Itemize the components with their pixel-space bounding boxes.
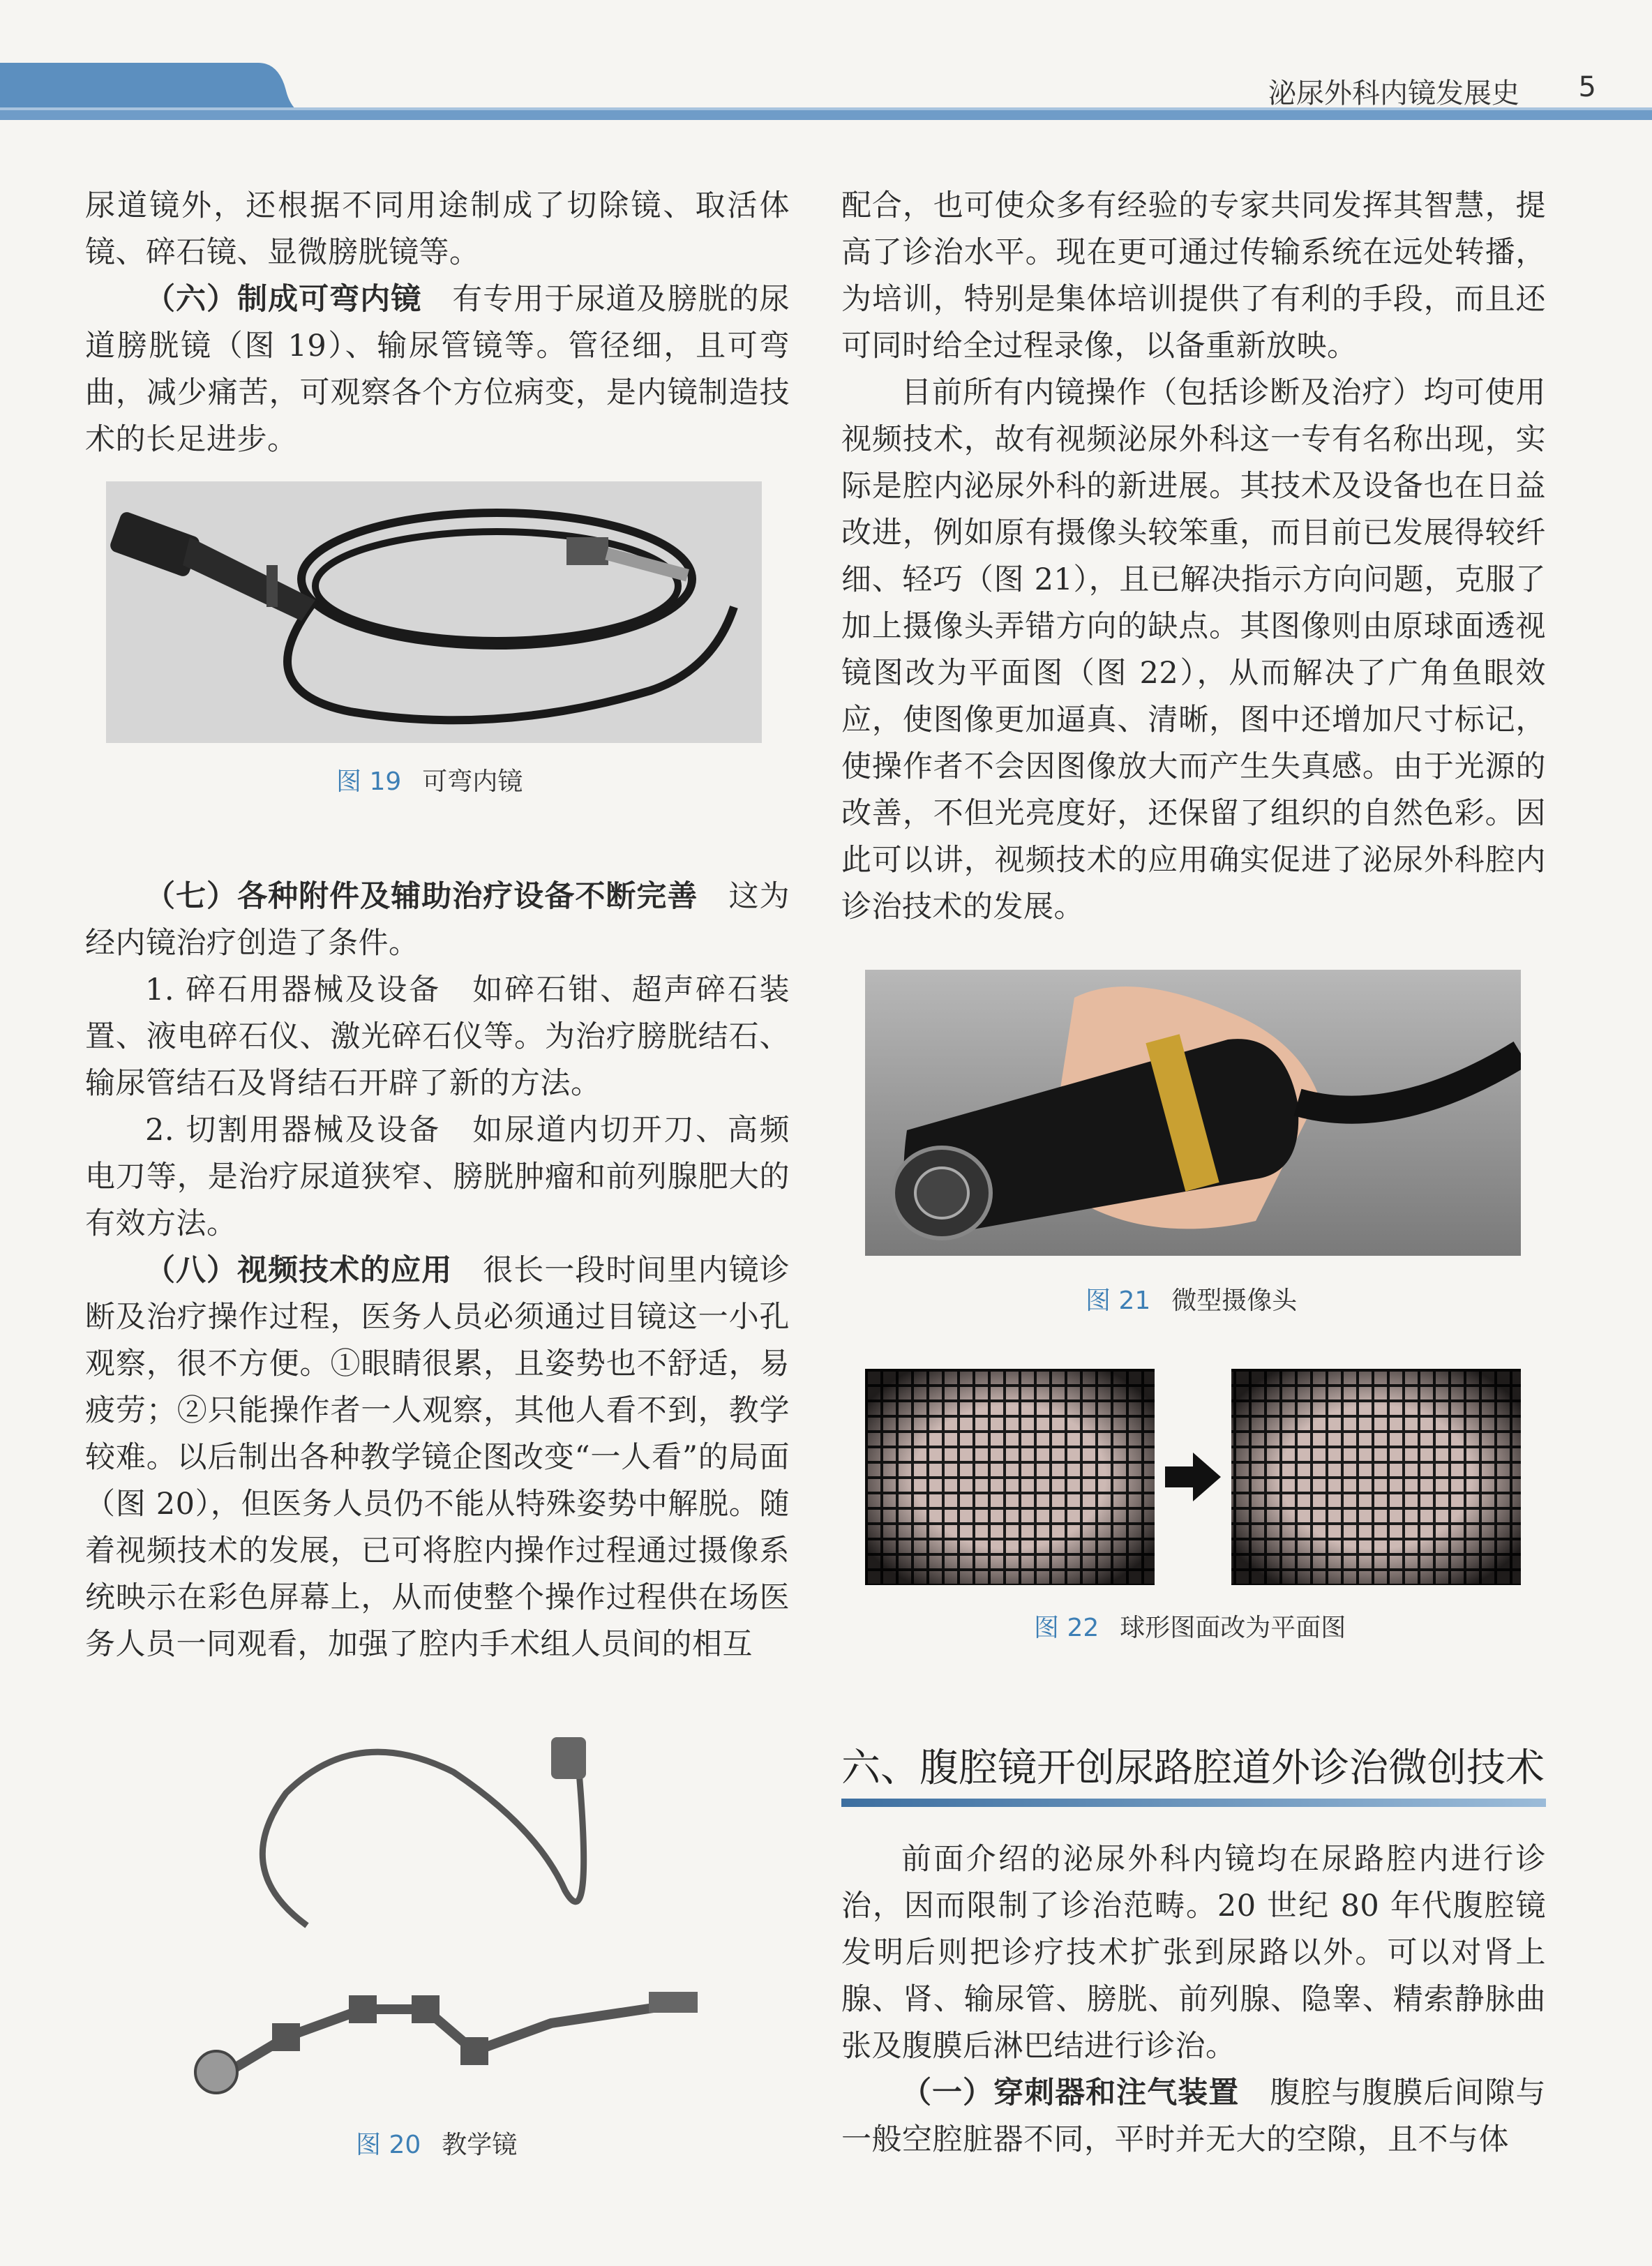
left-paragraph-1: 尿道镜外，还根据不同用途制成了切除镜、取活体镜、碎石镜、显微膀胱镜等。 — [85, 188, 790, 270]
figure-19-flexible-endoscope — [106, 481, 762, 743]
figure-22-number: 图 22 — [1034, 1614, 1099, 1642]
heading-accessories: （七）各种附件及辅助治疗设备不断完善 — [145, 879, 698, 914]
running-title: 泌尿外科内镜发展史 — [1268, 77, 1519, 110]
left-column-middle — [85, 873, 790, 1668]
right-paragraph-1: 配合，也可使众多有经验的专家共同发挥其智慧，提高了诊治水平。现在更可通过传输系统在远处转播，为培训，特别是集体培训提供了有利的手段，而且还可同时给全过程录像，以备重新放映。 — [841, 188, 1546, 363]
right-paragraph-4 — [841, 2070, 1546, 2163]
figure-21-number: 图 21 — [1086, 1286, 1151, 1315]
figure-19-caption — [336, 762, 523, 797]
section-heading-rule — [841, 1799, 1546, 1807]
left-paragraph-3-text: 这为经内镜治疗创造了条件。 — [85, 879, 790, 961]
figure-20-title: 教学镜 — [442, 2131, 518, 2159]
section-heading-laparoscopy: 六、腹腔镜开创尿路腔道外诊治微创技术 — [841, 1746, 1545, 1791]
figure-20-number: 图 20 — [356, 2131, 421, 2159]
page-number: 5 — [1578, 71, 1596, 103]
figure-21-mini-camera — [865, 970, 1521, 1256]
figure-22-title: 球形图面改为平面图 — [1120, 1614, 1346, 1642]
left-paragraph-6 — [85, 1247, 790, 1668]
right-column-top — [841, 183, 1546, 931]
heading-video-technology: （八）视频技术的应用 — [145, 1253, 453, 1288]
figure-21-title: 微型摄像头 — [1171, 1286, 1298, 1315]
left-paragraph-2 — [85, 276, 790, 463]
left-paragraph-5: 2. 切割用器械及设备 如尿道内切开刀、高频电刀等，是治疗尿道狭窄、膀胱肿瘤和前列腺肥大的有效方法。 — [85, 1113, 790, 1241]
figure-22-spherical-to-flat — [865, 1369, 1521, 1585]
figure-20-caption — [356, 2125, 517, 2161]
figure-19-number: 图 19 — [336, 767, 402, 796]
right-paragraph-2: 目前所有内镜操作（包括诊断及治疗）均可使用视频技术，故有视频泌尿外科这一专有名称出现，实际是腔内泌尿外科的新进展。其技术及设备也在日益改进，例如原有摄像头较笨重，而目前已发展得较纤细、轻巧（图 21），且已解决指示方向问题，克服了加上摄像头弄错方向的缺点。其图像则由原球面透视镜图改为平面图（图 22），从而解决了广角鱼眼效应，使图像更加逼真、清晰，图中还增加尺寸标记，使操作者不会因图像放大而产生失真感。由于光源的改善，不但光亮度好，还保留了组织的自然色彩。因此可以讲，视频技术的应用确实促进了泌尿外科腔内诊治技术的发展。 — [841, 375, 1546, 924]
left-paragraph-2-text: 有专用于尿道及膀胱的尿道膀胱镜（图 19）、输尿管镜等。管径细，且可弯曲，减少痛苦，可观察各个方位病变，是内镜制造技术的长足进步。 — [85, 282, 790, 457]
left-column-top — [85, 183, 790, 463]
right-column-bottom — [841, 1836, 1546, 2163]
right-paragraph-4-text: 腹腔与腹膜后间隙与一般空腔脏器不同，平时并无大的空隙，且不与体 — [841, 2076, 1547, 2157]
heading-trocar-insufflation: （一）穿刺器和注气装置 — [901, 2076, 1240, 2110]
left-paragraph-4: 1. 碎石用器械及设备 如碎石钳、超声碎石装置、液电碎石仪、激光碎石仪等。为治疗膀胱结石、输尿管结石及肾结石开辟了新的方法。 — [85, 973, 790, 1101]
figure-22-caption — [1034, 1608, 1346, 1644]
figure-21-caption — [1086, 1281, 1297, 1316]
figure-19-title: 可弯内镜 — [422, 767, 523, 796]
left-paragraph-6-text: 很长一段时间里内镜诊断及治疗操作过程，医务人员必须通过目镜这一小孔观察，很不方便。①眼睛很累，且姿势也不舒适，易疲劳；②只能操作者一人观察，其他人看不到，教学较难。以后制出各种教学镜企图改变“一人看”的局面（图 20），但医务人员仍不能从特殊姿势中解脱。随着视频技术的发展，已可将腔内操作过程通过摄像系统映示在彩色屏幕上，从而使整个操作过程供在场医务人员一同观看，加强了腔内手术组人员间的相互 — [85, 1253, 790, 1662]
right-paragraph-3: 前面介绍的泌尿外科内镜均在尿路腔内进行诊治，因而限制了诊治范畴。20 世纪 80 年代腹腔镜发明后则把诊疗技术扩张到尿路以外。可以对肾上腺、肾、输尿管、膀胱、前列腺、隐睾、精索静脉曲张及腹膜后淋巴结进行诊治。 — [841, 1842, 1546, 2064]
left-paragraph-3 — [85, 873, 790, 967]
figure-20-teaching-scope — [147, 1716, 726, 2107]
heading-flexible-endoscope: （六）制成可弯内镜 — [145, 282, 422, 317]
